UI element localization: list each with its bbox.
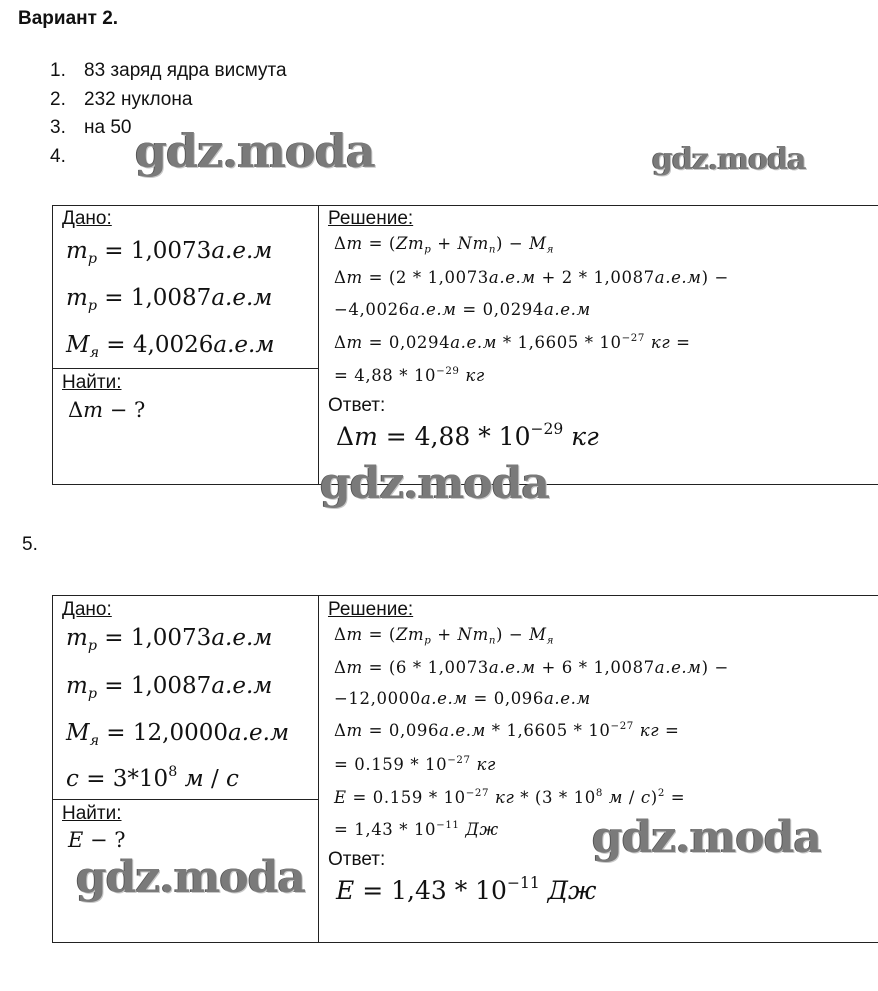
solution-line: −12,0000а.е.м = 0,096а.е.м	[334, 689, 591, 708]
list-item: 2. 232 нуклона	[50, 88, 193, 110]
page-title: Вариант 2.	[18, 8, 119, 29]
find-label: Найти:	[62, 372, 122, 393]
answer-label: Ответ:	[328, 849, 386, 870]
given-label: Дано:	[62, 599, 112, 620]
solution-line: = $0.159 * 10^{-27}$ кг	[334, 754, 496, 774]
watermark: gdz.moda	[320, 458, 550, 509]
solution-line: $E = 0.159 * 10^{-27}$ кг * ($3 * 10^8$ м / с)$^2$ =	[334, 787, 686, 807]
given-M: $M_я = 12,0000а.е.м$	[66, 720, 290, 749]
solution-line: = $1,43 * 10^{-11}$ Дж	[334, 819, 499, 839]
watermark: gdz.moda	[135, 124, 375, 178]
task5-number: 5.	[22, 534, 38, 555]
answer-label: Ответ:	[328, 395, 386, 416]
solution-line: $\Delta m = 0,096а.е.м * 1,6605 * 10^{-27}$ кг =	[334, 720, 680, 740]
solution-line: Δm = (6 * 1,0073а.е.м + 6 * 1,0087а.е.м) −	[334, 658, 729, 677]
list-item: 4.	[50, 145, 66, 167]
given-M: $M_я = 4,0026а.е.м$	[66, 332, 275, 361]
solution-label: Решение:	[328, 208, 414, 229]
table-divider	[318, 205, 319, 484]
watermark: gdz.moda	[76, 852, 306, 903]
solution-line: $\Delta m = (Zm_p + Nm_n) - M_я$	[334, 625, 555, 647]
given-mp: $m_p = 1,0073а.е.м$	[66, 625, 273, 654]
watermark: gdz.moda	[652, 142, 806, 177]
given-mn: $m_p = 1,0087а.е.м$	[66, 673, 273, 702]
solution-line: −4,0026а.е.м = 0,0294а.е.м	[334, 300, 591, 319]
given-mp: $m_p = 1,0073а.е.м$	[66, 238, 273, 267]
solution-label: Решение:	[328, 599, 414, 620]
solution-line: Δm = (2 * 1,0073а.е.м + 2 * 1,0087а.е.м) −	[334, 268, 729, 287]
given-mn: $m_p = 1,0087а.е.м$	[66, 285, 273, 314]
find-value: E − ?	[68, 828, 126, 852]
find-value: Δm − ?	[68, 398, 146, 422]
watermark: gdz.moda	[592, 812, 822, 863]
table-divider	[52, 799, 319, 800]
given-c: $c = 3*10^8$ м / с	[66, 764, 239, 792]
table-divider	[318, 595, 319, 942]
table-divider	[52, 368, 319, 369]
list-item: 3. на 50	[50, 117, 132, 138]
answer-value: $\Delta m = 4,88 * 10^{-29}$ кг	[336, 420, 599, 451]
answer-value: $E = 1,43 * 10^{-11}$ Дж	[336, 874, 597, 905]
given-label: Дано:	[62, 208, 112, 229]
solution-line: = $4,88 * 10^{-29}$ кг	[334, 365, 485, 385]
list-item: 1. 83 заряд ядра висмута	[50, 60, 287, 81]
solution-line: $\Delta m = 0,0294а.е.м * 1,6605 * 10^{-27}$ кг =	[334, 332, 691, 352]
solution-line: $\Delta m = (Zm_p + Nm_n) - M_я$	[334, 234, 555, 256]
find-label: Найти:	[62, 803, 122, 824]
